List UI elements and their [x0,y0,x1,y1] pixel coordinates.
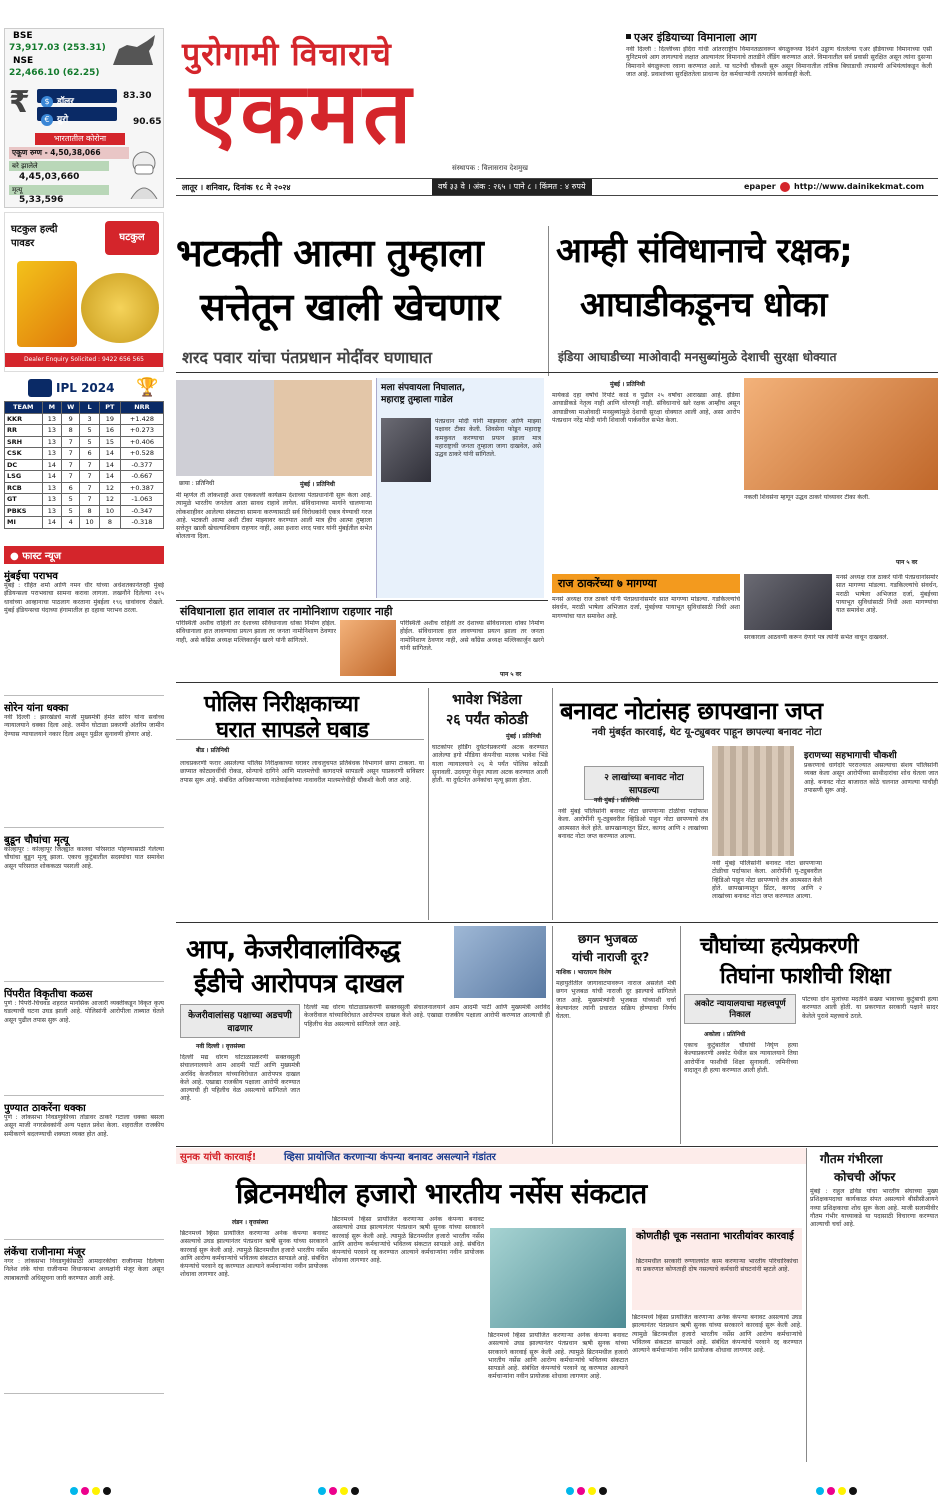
brief-bullet-icon [626,34,631,39]
fast-news-item-title: पुण्यात ठाकरेंना धक्का [4,1103,86,1114]
print-marks-mid-left [318,1487,359,1495]
fast-news-title: फास्ट न्यूज [22,551,62,562]
ipl-cell: 13 [42,413,62,425]
ipl-cell: 14 [42,459,62,471]
raj-caption: सरकारला आठवणी करून देणारे पत्र त्यांनी सभेत वाचून दाखवले. [744,634,889,641]
story1-side-body: पंतप्रधान मोदी यांनी माझ्यावर आणि माझ्या पक्षावर टीका केली. शिवसेना फोडून महाराष्ट्र कमकुवत करण्याचा प्रयत्न झाला मात्र महाराष्ट्राची जनता तुम्हाला जागा दाखवेल, असे उद्धव ठाकरे यांनी सांगितले. [435,418,541,459]
story9-box-head: कोणतीही चूक नसताना भारतीयांवर कारवाई [636,1231,794,1242]
story2-body: मायेकडे दहा वर्षांचे रिपोर्ट कार्ड व पुढील २५ वर्षांचा आराखडा आहे. इंडिया आघाडीकडे नेतृत्व नाही आणि धोरणही नाही. संविधानाचे खरे रक्षक आम्हीच असून आघाडीच्या माओवादी मनसुब्यांमुळे देशाची सुरक्षा धोक्यात आली आहे, असा आरोप पंतप्रधान नरेंद्र मोदी यांनी शिवाजी पार्कवरील सभेत केला. [552,392,740,424]
nse-label: NSE [13,56,34,66]
ipl-cell: 14 [99,459,120,471]
dollar-label: डॉलर [57,97,74,107]
story8-box: अकोट न्यायालयाचा महत्त्वपूर्ण निकाल [684,994,796,1024]
fast-news-icon: ● [10,551,23,562]
haldi-ad[interactable] [4,212,164,372]
ipl-cell: 5 [62,505,80,517]
modi-rally-photo [744,378,938,490]
ad-food-image [81,273,159,343]
ipl-row [5,459,164,471]
story6-body-right: दिल्ली मद्य धोरण घोटाळाप्रकरणी सक्तवसुली संचालनालयाने आम आदमी पार्टी आणि मुख्यमंत्री अरविंद केजरीवाल यांच्याविरोधात आरोपपत्र दाखल केले आहे. एखाद्या राजकीय पक्षाला आरोपी करण्यात आल्याची ही पहिलीच वेळ असल्याचे सांगितले जात आहे. [304,1004,550,1028]
recovered-value: 4,45,03,660 [19,172,80,182]
story5-side-body: प्रकरणाचे धागेदोरे परराज्यात असल्याचा संशय पोलिसांनी व्यक्त केला असून आरोपींच्या साथीदारांचा शोध घेतला जात आहे. बनावट नोटा बाजारात कोठे चलनात आणल्या याचीही तपासणी सुरू आहे. [804,762,938,794]
ipl-cell: -0.347 [120,505,163,517]
website-link[interactable]: http://www.dainikekmat.com [794,182,925,191]
ipl-cell: 13 [42,448,62,460]
ipl-cell: 16 [99,425,120,437]
masthead-tagline: पुरोगामी विचाराचे [182,35,392,73]
ipl-cell: 7 [62,436,80,448]
fast-news-item-body: पुणे : लोकसभा निवडणुकीच्या तोंडावर ठाकरे गटाला धक्का बसला असून माजी नगरसेवकांनी अन्य पक्षात प्रवेश केला. शहरातील राजकीय समीकरणे बदलण्याची शक्यता व्यक्त होत आहे. [4,1114,164,1138]
story3-box [176,688,424,743]
deaths-label: मृत्यू [9,185,109,195]
story9-body-3: ब्रिटनमध्ये व्हिसा प्रायोजित करणाऱ्या अनेक कंपन्या बनावट असल्याचे उघड झाल्यानंतर पंतप्रधान ऋषी सुनक यांच्या सरकारने कारवाई सुरू केली आहे. त्यामुळे ब्रिटनमधील हजारो भारतीय नर्सेस आणि आरोग्य कर्मचाऱ्यांचे भवितव्य संकटात सापडले आहे. संबंधित कंपन्यांचे परवाने रद्द करण्यात आल्याने कर्मचाऱ्यांना नवीन प्रायोजक शोधावा लागणार आहे. [488,1332,628,1381]
ipl-cell: 8 [80,505,100,517]
dollar-pill [37,89,117,107]
ipl-logo-icon [28,379,52,397]
story8-body: एकाच कुटुंबातील चौघांची निर्घृण हत्या केल्याप्रकरणी अकोट येथील सत्र न्यायालयाने तिघा आरोपींना फाशीची शिक्षा सुनावली. जमिनीच्या वादातून ही हत्या करण्यात आली होती. [684,1042,798,1074]
story2-headline-2: आघाडीकडूनच धोका [580,285,827,325]
story2-page-ref[interactable]: पान ५ वर [896,559,918,566]
fast-news-item-title: मुंबईचा पराभव [4,571,58,582]
ipl-cell: 7 [80,494,100,506]
fast-news-item [4,1244,164,1394]
ipl-cell: 7 [62,459,80,471]
airindia-brief [620,30,938,190]
uk-hospital-photo [490,1228,626,1328]
dateline: लातूर । शनिवार, दिनांक १८ मे २०२४ [182,183,291,192]
fast-news-item-body: नगर : लोकसभा निवडणुकीसाठी आमदारकीचा राजीनामा दिलेल्या निलेश लंके यांचा राजीनामा विधानसभा अध्यक्षांनी मंजूर केला असून त्याबाबतची अधिसूचना जारी करण्यात आली आहे. [4,1258,164,1282]
ipl-col-header: NRR [120,402,163,414]
ipl-cell: -0.667 [120,471,163,483]
story1-headline-1: भटकती आत्मा तुम्हाला [176,231,484,275]
ad-contact: Dealer Enquiry Solicited : 9422 656 565 [5,353,163,367]
ipl-col-header: M [42,402,62,414]
issue-info: वर्ष ३३ वे । अंक : २६५ । पाने ८ । किंमत : ४ रुपये [432,179,592,195]
fast-news-item-body: नवी दिल्ली : झारखंडचे माजी मुख्यमंत्री हेमंत सोरेन यांना सर्वोच्च न्यायालयाने धक्का दिला आहे. जमीन घोटाळा प्रकरणी अंतरिम जामीन देण्यास न्यायालयाने नकार दिला असून पुढील सुनावणी होणार आहे. [4,714,164,738]
epaper-label[interactable]: epaper [744,182,776,191]
ipl-cell: 14 [99,471,120,483]
fast-news-header [4,546,164,564]
ipl-col-header: L [80,402,100,414]
ipl-cell: 7 [80,482,100,494]
ipl-cell: +1.428 [120,413,163,425]
story9-box [632,1228,802,1310]
story8-headline-1: चौघांच्या हत्येप्रकरणी [700,934,859,959]
raj-thackeray-photo [744,574,832,630]
ipl-points-table [4,401,164,529]
story2-dateline: मुंबई । प्रतिनिधी [610,381,645,388]
story2-headline-1: आम्ही संविधानाचे रक्षक; [556,231,853,271]
bull-icon [109,31,159,71]
fast-news-item-body: कोल्हापूर : कोल्हापूर जिल्ह्यात कालवा परिसरात पोहण्यासाठी गेलेल्या चौघांचा बुडून मृत्यू झाला. एकाच कुटुंबातील सदस्यांचा यात समावेश असून परिसरात शोककळा पसरली आहे. [4,846,164,870]
ipl-cell: +0.406 [120,436,163,448]
ipl-row [5,413,164,425]
euro-pill [37,107,117,125]
ticker-tag: सुनक यांची कारवाई! [180,1152,257,1163]
ipl-cell: 13 [42,482,62,494]
ipl-cell: 7 [62,448,80,460]
ipl-col-header: PT [99,402,120,414]
ipl-row [5,448,164,460]
raj-side-body: मनसे अध्यक्ष राज ठाकरे यांनी पंतप्रधानांसमोर सात मागण्या मांडल्या. गडकिल्ल्यांचे संवर्धन, मराठी भाषेला अभिजात दर्जा, मुंबईच्या पायाभूत सुविधांसाठी निधी अशा मागण्यांचा यात समावेश आहे. [836,574,938,615]
ipl-cell: 13 [42,494,62,506]
ipl-row [5,494,164,506]
story10-headline-1: गौतम गंभीरला [820,1152,883,1166]
ipl-cell: 14 [42,471,62,483]
story7-body: महायुतीतील जागावाटपावरून नाराज असलेले मंत्री छगन भुजबळ यांची नाराजी दूर झाल्याचे सांगितले जात आहे. मुख्यमंत्र्यांनी भुजबळ यांच्याशी चर्चा केल्यानंतर त्यांनी प्रचारात सक्रिय होण्याचा निर्णय घेतला. [556,980,676,1021]
story5-headline: बनावट नोटांसह छापखाना जप्त [560,697,823,725]
rupee-icon: ₹ [9,85,30,120]
ipl-cell: CSK [5,448,43,460]
story8-side-body: पोटच्या दोन मुलांच्या मदतीने सख्या भावाच्या कुटुंबाची हत्या करण्यात आली होती. या प्रकरणात सरकारी पक्षाने सादर केलेले पुरावे महत्त्वाचे ठरले. [802,996,938,1020]
ipl-cell: +0.528 [120,448,163,460]
story2-subhead: इंडिया आघाडीच्या माओवादी मनसुब्यांमुळे देशाची सुरक्षा धोक्यात [558,350,837,364]
fast-news-item-title: बुडून चौघांचा मृत्यू [4,835,69,846]
story5-body-2: नवी मुंबई पोलिसांनी बनावट नोटा छापणाऱ्या टोळीचा पर्दाफाश केला. आरोपींनी यू-ट्युबवरील व्हिडिओ पाहून नोटा छापण्याचे तंत्र आत्मसात केले होते. छापखान्यातून प्रिंटर, कागद आणि २ लाखांच्या बनावट नोटा जप्त करण्यात आल्या. [712,860,822,901]
ipl-col-header: W [62,402,80,414]
story1-box-body-left: परिस्थिती अशीच राहिली तर देशाच्या संविधानाला धोका निर्माण होईल. संविधानाला हात लावण्याचा प्रयत्न झाला तर जनता नामोनिशाण ठेवणार नाही, असे काँग्रेस अध्यक्ष मल्लिकार्जुन खरगे यांनी सांगितले. [176,620,336,644]
deaths-value: 5,33,596 [19,195,64,205]
euro-icon: € [41,114,53,126]
ticker-bar [176,1148,806,1164]
globe-icon [780,182,790,192]
ipl-cell: SRH [5,436,43,448]
corona-total: एकूण रुग्ण - 4,50,38,066 [9,147,129,159]
story4-headline-2: २६ पर्यंत कोठडी [446,712,528,728]
ipl-row [5,482,164,494]
ipl-cell: 13 [42,436,62,448]
dollar-icon: $ [41,96,53,108]
story3-headline-1: पोलिस निरीक्षकाच्या [204,692,359,717]
ipl-cell: 5 [62,494,80,506]
kejriwal-photo [454,926,546,998]
ad-brand-logo: घटकुल [105,221,159,255]
ipl-row [5,517,164,529]
story2-photo-caption: नकली शिवसेना म्हणून उद्धव ठाकरे यांच्यावर टीका केली. [744,494,870,501]
story1-side-head: मला संपवायला निघालात, महाराष्ट्र तुम्हाला गाडेल [381,383,466,405]
uddhav-photo [381,418,431,482]
ipl-cell: 14 [42,517,62,529]
ipl-col-header: TEAM [5,402,43,414]
ipl-cell: 12 [99,494,120,506]
ipl-cell: 8 [99,517,120,529]
story8-dateline: अकोला । प्रतिनिधी [704,1031,746,1038]
dateline-bar [176,178,938,196]
ad-title: घटकुल हल्दी पावडर [11,224,58,249]
recovered-label: बरे झालेले [9,161,109,171]
ipl-cell: 6 [62,482,80,494]
kharge-photo [340,620,396,676]
ipl-cell: 8 [62,425,80,437]
ipl-cell: RR [5,425,43,437]
story4-body: घाटकोपर होर्डिंग दुर्घटनेप्रकरणी अटक करण्यात आलेल्या इगो मीडिया कंपनीचा मालक भावेश भिंडे याला न्यायालयाने २६ मे पर्यंत पोलिस कोठडी सुनावली. उदयपूर येथून त्याला अटक करण्यात आली होती. या दुर्घटनेत अनेकांचा मृत्यू झाला होता. [432,744,548,785]
ipl-cell: 13 [42,425,62,437]
airindia-body: नवी दिल्ली : दिल्लीच्या इंदिरा गांधी आंतरराष्ट्रीय विमानतळावरून बंगळुरूच्या दिशेने उड्डाण घेतलेल्या एअर इंडियाच्या विमानाच्या एसी युनिटमध्ये आग लागल्याचे लक्षात आल्यानंतर विमानाचे तातडीने लँडिंग करण्यात आले. विमानातील सर्व प्रवासी सुरक्षित असून त्यांना दुसऱ्या विमानाने बंगळुरूला रवाना करण्यात आले. या घटनेची चौकशी सुरू असून विमानातील तांत्रिक बिघाडाची तपासणी अभियंत्यांकडून केली जात आहे. प्रवाशांच्या सुरक्षिततेला प्राधान्य देत कर्मचाऱ्यांनी तत्परतेने कार्यवाही केली. [626,46,932,78]
ipl-cell: PBKS [5,505,43,517]
fast-news-item-body: पुणे : पिंपरी-चिंचवड शहरात मानसिक आजारी व्यक्तीकडून विकृत कृत्य घडल्याची घटना उघड झाली आहे. पोलिसांनी आरोपीला ताब्यात घेतले असून पुढील तपास सुरू आहे. [4,1000,164,1024]
story1-headline-2: सत्तेतून खाली खेचणार [200,285,500,329]
fast-news [4,546,164,1466]
story9-body-1: ब्रिटनमध्ये व्हिसा प्रायोजित करणाऱ्या अनेक कंपन्या बनावट असल्याचे उघड झाल्यानंतर पंतप्रधान ऋषी सुनक यांच्या सरकारने कारवाई सुरू केली आहे. त्यामुळे ब्रिटनमधील हजारो भारतीय नर्सेस आणि आरोग्य कर्मचाऱ्यांचे भवितव्य संकटात सापडले आहे. संबंधित कंपन्यांचे परवाने रद्द करण्यात आल्याने कर्मचाऱ्यांना नवीन प्रायोजक शोधावा लागणार आहे. [180,1230,328,1279]
ipl-cell: -1.063 [120,494,163,506]
fast-news-item [4,986,164,1096]
ipl-cell: MI [5,517,43,529]
ipl-row [5,425,164,437]
ipl-cell: DC [5,459,43,471]
story1-photo-credit: छाया : प्रतिनिधी [176,478,217,488]
ipl-cell: 7 [80,459,100,471]
ticker-text: व्हिसा प्रायोजित करणाऱ्या कंपन्या बनावट असल्याने गंडांतर [284,1152,496,1163]
story5-side-title: इराणच्या सहभागाची चौकशी [804,751,897,761]
airindia-title: एअर इंडियाच्या विमानाला आग [634,31,757,44]
story1-subhead: शरद पवार यांचा पंतप्रधान मोदींवर घणाघात [182,348,433,367]
ipl-row [5,436,164,448]
fast-news-item [4,700,164,828]
story5-body: नवी मुंबई पोलिसांनी बनावट नोटा छापणाऱ्या टोळीचा पर्दाफाश केला. आरोपींनी यू-ट्युबवरील व्हिडिओ पाहून नोटा छापण्याचे तंत्र आत्मसात केले होते. छापखान्यातून प्रिंटर, कागद आणि २ लाखांच्या बनावट नोटा जप्त करण्यात आल्या. [558,808,708,840]
print-marks-right [816,1487,857,1495]
ipl-header [4,375,164,401]
story1-photo-pawar-modi [176,380,372,476]
fast-news-item-title: सोरेन यांना धक्का [4,703,69,714]
ipl-cell: 5 [80,436,100,448]
bse-value: 73,917.03 (253.31) [9,43,106,53]
story3-dateline: बीड । प्रतिनिधी [196,747,230,754]
fast-news-item [4,568,164,696]
fast-news-item [4,1100,164,1240]
corona-label: भारतातील कोरोना [35,133,125,145]
nse-value: 22,466.10 (62.25) [9,68,100,78]
market-box [4,28,164,208]
ipl-cell: 14 [99,448,120,460]
ipl-cell: +0.273 [120,425,163,437]
dollar-value: 83.30 [123,91,152,101]
story1-box-body-right: परिस्थिती अशीच राहिली तर देशाच्या संविधानाला धोका निर्माण होईल. संविधानाला हात लावण्याचा प्रयत्न झाला तर जनता नामोनिशाण ठेवणार नाही, असे काँग्रेस अध्यक्ष मल्लिकार्जुन खरगे यांनी सांगितले. [400,620,544,652]
story5-subhead: नवी मुंबईत कारवाई, थेट यू-ट्युबवर पाहून छापल्या बनावट नोटा [592,727,822,738]
ipl-cell: RCB [5,482,43,494]
story6-box: केजरीवालांसह पक्षाच्या अडचणी वाढणार [180,1004,300,1038]
ipl-row [5,471,164,483]
fast-news-item-title: पिंपरीत विकृतीचा कळस [4,989,93,1000]
ipl-cell: 13 [42,505,62,517]
story1-dateline: मुंबई । प्रतिनिधी [300,481,335,488]
ipl-cell: 6 [80,448,100,460]
story7-dateline: नाशिक । भारतरत्न विशेष [556,969,612,976]
mask-icon [127,149,161,199]
story9-box-body: ब्रिटनमधील सरकारी रुग्णालयांत काम करणाऱ्या भारतीय परिचारिकांचा या प्रकरणात कोणताही दोष नसल्याचे कर्मचारी संघटनांनी म्हटले आहे. [636,1258,798,1274]
euro-value: 90.65 [133,117,162,127]
fast-news-item [4,832,164,982]
story9-dateline: लंडन । वृत्तसंस्था [232,1219,269,1226]
story3-body: लाचप्रकरणी फरार असलेल्या पोलिस निरीक्षकाच्या घरावर लाचलुचपत प्रतिबंधक विभागाने छापा टाकला. या छाप्यात कोट्यवधींची रोकड, सोन्याचे दागिने आणि मालमत्तेची कागदपत्रे सापडली असून याप्रकरणी सविस्तर तपास सुरू आहे. संबंधित अधिकाऱ्याच्या नातेवाईकांच्या नावावरील मालमत्तेचीही चौकशी केली जात आहे. [180,760,424,784]
ad-pack-image [17,261,77,347]
ipl-cell: KKR [5,413,43,425]
fast-news-item-title: लंकेंचा राजीनामा मंजूर [4,1247,86,1258]
ipl-cell: 15 [99,436,120,448]
ipl-row [5,505,164,517]
masthead-logo: एकमत [190,64,416,162]
story6-body-left: दिल्ली मद्य धोरण घोटाळाप्रकरणी सक्तवसुली संचालनालयाने आम आदमी पार्टी आणि मुख्यमंत्री अरविंद केजरीवाल यांच्याविरोधात आरोपपत्र दाखल केले आहे. एखाद्या राजकीय पक्षाला आरोपी करण्यात आल्याची ही पहिलीच वेळ असल्याचे सांगितले जात आहे. [180,1054,300,1103]
ipl-cell: 4 [62,517,80,529]
story1-side-box [376,378,544,598]
fast-news-item-body: मुंबई : रोहित शर्मा आणि नमन धीर यांच्या अर्धशतकानंतरही मुंबई इंडियन्सला पराभवाचा सामना करावा लागला. लखनौने दिलेल्या २१५ धावांच्या आव्हानाचा पाठलाग करताना मुंबईला १९६ धावांवरच रोखले. मुंबई इंडियन्सचा यंदाच्या हंगामातील हा दहावा पराभव ठरला. [4,582,164,614]
ipl-cell: -0.377 [120,459,163,471]
story9-body-2: ब्रिटनमध्ये व्हिसा प्रायोजित करणाऱ्या अनेक कंपन्या बनावट असल्याचे उघड झाल्यानंतर पंतप्रधान ऋषी सुनक यांच्या सरकारने कारवाई सुरू केली आहे. त्यामुळे ब्रिटनमधील हजारो भारतीय नर्सेस आणि आरोग्य कर्मचाऱ्यांचे भवितव्य संकटात सापडले आहे. संबंधित कंपन्यांचे परवाने रद्द करण्यात आल्याने कर्मचाऱ्यांना नवीन प्रायोजक शोधावा लागणार आहे. [332,1216,484,1265]
story8-headline-2: तिघांना फाशीची शिक्षा [720,964,891,989]
story1-page-ref[interactable]: पान ५ वर [500,671,522,678]
ipl-cell: 5 [80,425,100,437]
story9-body-4: ब्रिटनमध्ये व्हिसा प्रायोजित करणाऱ्या अनेक कंपन्या बनावट असल्याचे उघड झाल्यानंतर पंतप्रधान ऋषी सुनक यांच्या सरकारने कारवाई सुरू केली आहे. त्यामुळे ब्रिटनमधील हजारो भारतीय नर्सेस आणि आरोग्य कर्मचाऱ्यांचे भवितव्य संकटात सापडले आहे. संबंधित कंपन्यांचे परवाने रद्द करण्यात आल्याने कर्मचाऱ्यांना नवीन प्रायोजक शोधावा लागणार आहे. [632,1314,802,1355]
story6-dateline: नवी दिल्ली । वृत्तसंस्था [196,1043,245,1050]
story7-headline-1: छगन भुजबळ [578,932,638,946]
story6-headline-1: आप, केजरीवालांविरुद्ध [186,935,400,965]
ipl-cell: 10 [80,517,100,529]
story5-box: २ लाखांच्या बनावट नोटा सापडल्या [584,766,704,800]
trophy-icon: 🏆 [136,377,159,398]
story6-headline-2: ईडीचे आरोपपत्र दाखल [194,969,403,999]
raj-head: राज ठाकरेंच्या ७ मागण्या [552,574,740,593]
print-marks-mid-right [566,1487,607,1495]
story1-body: मी म्हणेल ती लोकशाही अशा एककल्ली कार्यक्रम देशाच्या पंतप्रधानांनी सुरू केला आहे. त्यामुळे भारतीय जनतेला आता सावध राहावे लागेल. संविधानाच्या मार्गाने चालणाऱ्या लोकशाहीवर आलेल्या संकटाचा सामना करण्यासाठी सर्व विरोधकांनी एकत्र येण्याची गरज आहे. भटकती आत्मा अशी टीका माझ्यावर करण्यात आली मात्र हीच आत्मा तुम्हाला सत्तेतून खाली खेचल्याशिवाय राहणार नाही, असा इशारा शरद पवार यांनी मुंबईतील सभेत बोलताना दिला. [176,492,372,541]
ipl-cell: 9 [62,413,80,425]
ipl-cell: 12 [99,482,120,494]
ipl-cell: GT [5,494,43,506]
story10-headline-2: कोचची ऑफर [834,1170,896,1184]
counterfeit-notes-photo [712,746,794,856]
story10-body: मुंबई : राहुल द्रविड यांचा भारतीय संघाच्या मुख्य प्रशिक्षकपदाचा कार्यकाळ संपत असल्याने बीसीसीआयने नव्या प्रशिक्षकाचा शोध सुरू केला आहे. माजी सलामीवीर गौतम गंभीर याच्याकडे या पदासाठी विचारणा करण्यात आल्याची चर्चा आहे. [810,1188,938,1229]
ipl-cell: +0.387 [120,482,163,494]
story4-dateline: मुंबई । प्रतिनिधी [506,733,541,740]
story9-headline: ब्रिटनमधील हजारो भारतीय नर्सेस संकटात [236,1177,647,1210]
ipl-cell: 7 [80,471,100,483]
ipl-title: IPL 2024 [56,381,115,395]
story5-dateline: नवी मुंबई । प्रतिनिधी [594,797,640,804]
ipl-cell: 3 [80,413,100,425]
ipl-cell: -0.318 [120,517,163,529]
print-marks-left [70,1487,111,1495]
ipl-cell: 19 [99,413,120,425]
story3-headline-2: घरात सापडले घबाड [216,718,369,743]
founder-line: संस्थापक : विलासराव देशमुख [452,164,528,172]
ipl-table-box [4,375,164,541]
story7-headline-2: यांची नाराजी दूर? [572,950,650,964]
raj-body: मनसे अध्यक्ष राज ठाकरे यांनी पंतप्रधानांसमोर सात मागण्या मांडल्या. गडकिल्ल्यांचे संवर्धन, मराठी भाषेला अभिजात दर्जा, मुंबईच्या पायाभूत सुविधांसाठी निधी अशा मागण्यांचा यात समावेश आहे. [552,596,740,620]
ipl-cell: 7 [62,471,80,483]
ipl-cell: LSG [5,471,43,483]
euro-label: युरो [57,115,69,125]
story1-box-head: संविधानाला हात लावाल तर नामोनिशाण राहणार नाही [180,605,393,618]
ipl-cell: 10 [99,505,120,517]
bse-label: BSE [13,31,33,41]
story4-headline-1: भावेश भिंडेला [452,692,522,708]
